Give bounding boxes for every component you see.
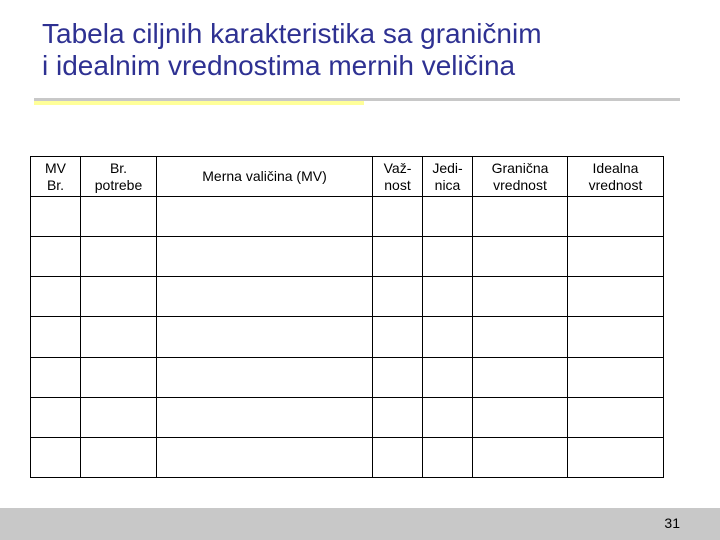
table-cell (31, 277, 81, 317)
table-cell (373, 437, 423, 477)
table-cell (568, 437, 664, 477)
table-cell (157, 277, 373, 317)
table-row (31, 357, 664, 397)
target-characteristics-table (30, 156, 664, 478)
table-cell (157, 237, 373, 277)
table-cell (81, 397, 157, 437)
table-cell (157, 397, 373, 437)
table-cell (157, 317, 373, 357)
header-mv-number: MV Br. (31, 157, 81, 197)
table-cell (81, 357, 157, 397)
header-ideal-value: Idealna vrednost (568, 157, 664, 197)
table-cell (423, 317, 473, 357)
table-cell (157, 197, 373, 237)
table-body (31, 197, 664, 478)
table-row (31, 317, 664, 357)
table-row (31, 437, 664, 477)
table-cell (81, 197, 157, 237)
table-cell (423, 277, 473, 317)
table-cell (423, 397, 473, 437)
table-row (31, 397, 664, 437)
table-cell (373, 397, 423, 437)
table-cell (373, 197, 423, 237)
slide-title-line-2: i idealnim vrednostima mernih veličina (42, 50, 516, 81)
table-cell (31, 437, 81, 477)
header-need-number: Br. potrebe (81, 157, 157, 197)
table-header-row (31, 157, 664, 197)
table-row (31, 237, 664, 277)
table-row (31, 277, 664, 317)
table-cell (157, 437, 373, 477)
table-cell (373, 277, 423, 317)
table-cell (568, 237, 664, 277)
table-cell (373, 317, 423, 357)
table-cell (473, 437, 568, 477)
table-cell (568, 197, 664, 237)
table-cell (423, 197, 473, 237)
table-cell (423, 357, 473, 397)
header-limit-value: Granična vrednost (473, 157, 568, 197)
slide-title (42, 18, 682, 82)
table-cell (81, 437, 157, 477)
table-cell (473, 397, 568, 437)
table-cell (373, 237, 423, 277)
table-cell (473, 357, 568, 397)
table-cell (81, 317, 157, 357)
table-cell (568, 357, 664, 397)
table-cell (473, 237, 568, 277)
table-cell (31, 397, 81, 437)
table-cell (423, 237, 473, 277)
table-cell (31, 357, 81, 397)
table-cell (568, 397, 664, 437)
header-unit: Jedi- nica (423, 157, 473, 197)
table-cell (473, 317, 568, 357)
table-cell (81, 277, 157, 317)
page-number: 31 (664, 515, 680, 531)
table-row (31, 197, 664, 237)
table-cell (568, 277, 664, 317)
table-cell (31, 197, 81, 237)
table-cell (473, 197, 568, 237)
table-cell (31, 317, 81, 357)
header-importance: Važ- nost (373, 157, 423, 197)
table-cell (473, 277, 568, 317)
header-measured-quantity: Merna valičina (MV) (157, 157, 373, 197)
footer-bar (0, 508, 720, 540)
slide-title-line-1: Tabela ciljnih karakteristika sa graničnim (42, 18, 542, 49)
table-cell (373, 357, 423, 397)
title-accent-underline (34, 101, 364, 105)
table-cell (81, 237, 157, 277)
table-cell (157, 357, 373, 397)
table-cell (568, 317, 664, 357)
table-cell (423, 437, 473, 477)
table-cell (31, 237, 81, 277)
